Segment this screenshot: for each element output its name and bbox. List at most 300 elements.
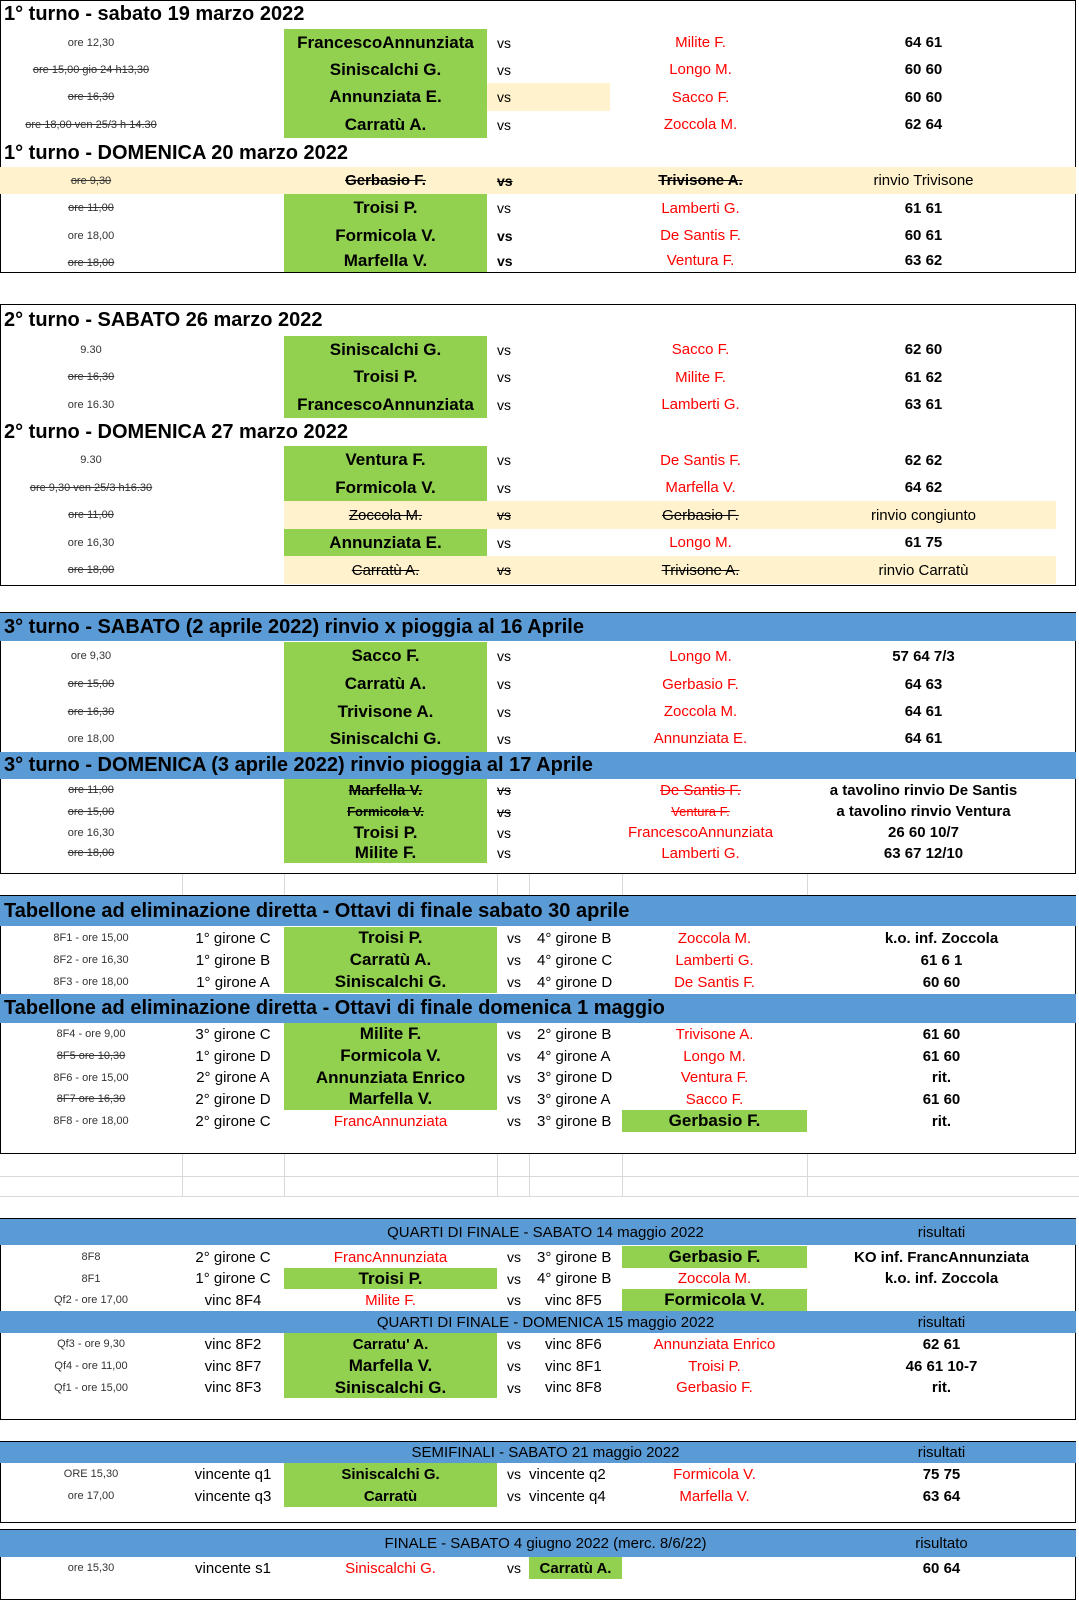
match-result: rit.	[931, 1069, 952, 1086]
vs-label: vs	[497, 803, 511, 820]
away-player: Sacco F.	[685, 1090, 744, 1108]
vs-label: vs	[507, 952, 521, 968]
home-player: Milite F.	[284, 843, 487, 863]
away-player: Carratù A.	[529, 1557, 622, 1579]
away-player: Formicola V.	[673, 1465, 756, 1483]
home-player: Formicola V.	[284, 801, 487, 822]
table-row	[0, 670, 1079, 698]
group-position: 3° girone C	[195, 1025, 271, 1043]
group-position: 3° girone A	[537, 1090, 611, 1108]
match-result	[807, 1289, 1076, 1311]
match-result: 64 61	[904, 34, 943, 51]
match-result: 61 75	[904, 534, 943, 551]
vs-label: vs	[507, 1249, 521, 1265]
gridline	[284, 1154, 285, 1196]
away-player: Gerbasio F.	[676, 1379, 753, 1396]
match-result: 60 60	[904, 88, 943, 106]
group-position: 4° girone C	[537, 951, 613, 969]
group-position: 3° girone B	[537, 1248, 612, 1266]
vs-label: vs	[497, 703, 511, 720]
home-player: Milite F.	[284, 1023, 497, 1045]
vs-label: vs	[497, 396, 511, 413]
match-time: ore 15,30	[67, 1562, 115, 1574]
match-time: 8F8	[81, 1251, 101, 1263]
match-time: ore 11,00	[68, 202, 114, 214]
home-player: Sacco F.	[284, 642, 487, 670]
vs-label: vs	[507, 1488, 521, 1504]
vs-label: vs	[497, 648, 511, 664]
round1-sat-title: 1° turno - sabato 19 marzo 2022	[4, 2, 305, 25]
away-player: Longo M.	[669, 61, 732, 78]
table-row	[0, 167, 1076, 194]
home-player: FrancAnnunziata	[333, 1248, 448, 1266]
match-time: ore 9,30 ven 25/3 h16.30	[29, 481, 153, 494]
away-player: Trivisone A.	[610, 556, 791, 584]
home-player: Carratù A.	[284, 670, 487, 698]
table-row	[0, 1485, 1079, 1507]
round2-sat-title: 2° turno - SABATO 26 marzo 2022	[4, 308, 323, 331]
vs-label: vs	[497, 824, 511, 841]
results-label: risultati	[917, 1444, 966, 1461]
group-position: vincente q1	[194, 1465, 272, 1483]
match-time: ore 16.30	[67, 398, 115, 411]
vs-label: vs	[497, 676, 511, 692]
home-player: Milite F.	[365, 1291, 416, 1309]
gridline	[0, 1196, 1079, 1197]
finale-header	[0, 1530, 1076, 1557]
away-player: Milite F.	[675, 368, 726, 386]
match-result: 46 61 10-7	[905, 1357, 978, 1375]
match-time: ore 18,00	[67, 732, 115, 745]
vs-label: vs	[507, 1270, 521, 1287]
gridline	[807, 874, 808, 895]
home-player: Marfella V.	[284, 779, 487, 801]
home-player: Siniscalchi G.	[284, 971, 497, 993]
home-player: FrancescoAnnunziata	[284, 391, 487, 418]
group-position: vinc 8F3	[204, 1379, 262, 1396]
match-result: KO inf. FrancAnnunziata	[853, 1248, 1029, 1266]
match-result: k.o. inf. Zoccola	[884, 1270, 999, 1287]
match-result: 62 62	[904, 451, 943, 469]
table-row	[0, 222, 1079, 249]
match-time: ore 15,00 gio 24 h13,30	[32, 63, 150, 76]
vs-label: vs	[507, 930, 521, 946]
match-time: 8F1 - ore 15,00	[53, 932, 129, 944]
away-player: Ventura F.	[680, 1069, 749, 1086]
away-player: Marfella V.	[679, 1487, 750, 1505]
match-result: 26 60 10/7	[888, 824, 959, 841]
table-row	[0, 556, 1079, 584]
table-row	[0, 501, 1079, 529]
group-position: vincente s1	[195, 1559, 271, 1577]
match-time: 8F2 - ore 16,30	[53, 954, 129, 966]
home-player: Troisi P.	[284, 1268, 497, 1289]
home-player: Zoccola M.	[284, 501, 487, 529]
vs-label: vs	[507, 1379, 521, 1396]
home-player: Troisi P.	[284, 927, 497, 949]
table-row	[0, 1557, 1079, 1579]
vs-label: vs	[497, 730, 511, 747]
match-time: ore 16,30	[67, 91, 115, 103]
away-player: Milite F.	[675, 34, 726, 51]
vs-label: vs	[497, 172, 513, 189]
match-time: 8F5 ore 10,30	[56, 1050, 126, 1062]
match-result: 64 61	[904, 730, 943, 747]
away-player: Annunziata E.	[653, 730, 748, 747]
table-row	[0, 1067, 1079, 1088]
table-row	[0, 801, 1079, 822]
vs-label: vs	[497, 479, 511, 496]
group-position: vincente q3	[194, 1487, 272, 1505]
away-player: Zoccola M.	[677, 1270, 752, 1287]
gridline	[622, 1154, 623, 1196]
table-row	[0, 1355, 1079, 1377]
match-time: ore 11,00	[68, 784, 114, 796]
match-time: 8F6 - ore 15,00	[53, 1071, 129, 1084]
vs-label: vs	[497, 61, 511, 78]
group-position: 2° girone C	[195, 1112, 271, 1130]
results-label: risultati	[917, 1223, 966, 1241]
quarti-sat-header	[0, 1219, 1076, 1245]
away-player: Lamberti G.	[661, 199, 740, 217]
match-result: k.o. inf. Zoccola	[884, 929, 999, 947]
match-result: 60 60	[922, 973, 961, 991]
match-time: ore 18,00	[67, 847, 115, 859]
home-player: Marfella V.	[284, 249, 487, 272]
away-player: Annunziata Enrico	[653, 1335, 776, 1353]
vs-label: vs	[507, 1358, 521, 1374]
gridline	[807, 1154, 808, 1196]
match-result: 62 60	[904, 341, 943, 358]
match-time: Qf2 - ore 17,00	[54, 1294, 128, 1306]
vs-label: vs	[497, 116, 511, 133]
home-player: FrancAnnunziata	[333, 1112, 448, 1130]
table-row	[0, 1463, 1079, 1485]
ottavi-sun-title: Tabellone ad eliminazione diretta - Ottavi di finale domenica 1 maggio	[0, 994, 1076, 1023]
match-time: ore 12,30	[67, 36, 115, 49]
match-result: 63 64	[922, 1487, 961, 1505]
table-row	[0, 363, 1079, 391]
match-time: ore 9,30	[70, 650, 112, 662]
quarti-sat-title: QUARTI DI FINALE - SABATO 14 maggio 2022	[387, 1223, 704, 1241]
away-player: Troisi P.	[688, 1357, 741, 1375]
match-result: 63 62	[904, 252, 943, 269]
away-player: Lamberti G.	[661, 396, 740, 413]
group-position: 1° girone D	[195, 1047, 271, 1065]
table-row	[0, 83, 1079, 111]
table-row	[0, 1289, 1079, 1311]
vs-label: vs	[497, 227, 513, 244]
home-player: Annunziata E.	[284, 83, 487, 111]
vs-label: vs	[507, 1113, 521, 1129]
away-player: Longo M.	[669, 534, 732, 551]
finale-title: FINALE - SABATO 4 giugno 2022 (merc. 8/6/22)	[384, 1535, 707, 1552]
table-row	[0, 1246, 1079, 1268]
away-player: Lamberti G.	[675, 951, 754, 969]
match-time: ore 18,00	[67, 256, 115, 269]
match-time: ore 15,00	[67, 678, 115, 690]
home-player: Siniscalchi G.	[284, 56, 487, 83]
quarti-sun-title: QUARTI DI FINALE - DOMENICA 15 maggio 2022	[376, 1313, 715, 1331]
match-time: ore 18,00	[67, 229, 115, 242]
home-player: Carratù A.	[284, 556, 487, 584]
table-row	[0, 1088, 1079, 1110]
match-result: 61 61	[904, 199, 943, 217]
round3-sun-title: 3° turno - DOMENICA (3 aprile 2022) rinvio pioggia al 17 Aprile	[0, 752, 1076, 779]
away-player: Gerbasio F.	[610, 501, 791, 529]
match-time: ore 9,30	[70, 174, 112, 187]
home-player: Gerbasio F.	[345, 172, 426, 189]
group-position: 1° girone C	[195, 929, 271, 947]
table-row	[0, 698, 1079, 725]
match-result: 57 64 7/3	[892, 647, 955, 665]
away-player: Gerbasio F.	[622, 1246, 807, 1268]
home-player: Ventura F.	[284, 446, 487, 474]
vs-label: vs	[507, 1091, 521, 1107]
match-result: rit.	[931, 1112, 952, 1130]
group-position: 2° girone B	[537, 1025, 612, 1043]
home-player: Trivisone A.	[284, 698, 487, 725]
match-result: 61 60	[922, 1047, 961, 1065]
match-result: rinvio Trivisone	[873, 172, 974, 189]
vs-label: vs	[497, 534, 511, 551]
gridline	[0, 1176, 1079, 1177]
match-time: ore 15,00	[67, 805, 115, 818]
group-position: 2° girone A	[196, 1069, 270, 1086]
match-result: 75 75	[922, 1465, 961, 1483]
home-player: Siniscalchi G.	[284, 1377, 497, 1398]
away-player: Zoccola M.	[677, 929, 752, 947]
home-player: Troisi P.	[284, 822, 487, 843]
match-result: 61 6 1	[920, 951, 963, 969]
vs-label: vs	[507, 1560, 521, 1576]
vs-label: vs	[497, 252, 513, 269]
group-position: vinc 8F1	[545, 1357, 602, 1375]
vs-label: vs	[507, 1466, 521, 1482]
home-player: FrancescoAnnunziata	[284, 29, 487, 56]
vs-label: vs	[497, 782, 511, 798]
table-row	[0, 1333, 1079, 1355]
vs-label: vs	[487, 556, 610, 584]
vs-label: vs	[497, 369, 511, 385]
semifinali-title: SEMIFINALI - SABATO 21 maggio 2022	[411, 1444, 680, 1461]
home-player: Annunziata E.	[284, 529, 487, 556]
group-position: 2° girone D	[195, 1090, 271, 1108]
match-time: ore 16,30	[67, 371, 115, 383]
match-time: ore 16,30	[67, 536, 115, 549]
group-position: vinc 8F7	[204, 1357, 262, 1375]
group-position: 3° girone D	[537, 1069, 613, 1086]
match-time: 9.30	[80, 343, 102, 356]
group-position: vinc 8F8	[545, 1379, 602, 1396]
vs-label: vs	[507, 974, 521, 990]
match-result: rit.	[931, 1379, 952, 1396]
group-position: vinc 8F2	[204, 1335, 262, 1353]
match-result: 61 62	[904, 368, 943, 386]
group-position: 4° girone B	[537, 929, 612, 947]
table-row	[0, 391, 1079, 418]
match-result: 63 61	[904, 396, 943, 413]
home-player: Carratù A.	[284, 111, 487, 138]
vs-label: vs	[507, 1336, 521, 1352]
match-result: 64 62	[904, 479, 943, 496]
match-time: 9.30	[80, 454, 102, 466]
ottavi-sat-title: Tabellone ad eliminazione diretta - Ottavi di finale sabato 30 aprile	[0, 896, 1076, 926]
semifinali-header	[0, 1442, 1076, 1463]
gridline	[182, 874, 183, 895]
away-player: Formicola V.	[622, 1289, 807, 1311]
match-time: ore 16,30	[67, 826, 115, 839]
match-time: ORE 15,30	[63, 1468, 119, 1480]
gridline	[497, 1154, 498, 1196]
table-row	[0, 474, 1079, 501]
table-row	[0, 927, 1079, 949]
match-result: 60 64	[922, 1559, 961, 1577]
match-result: 61 60	[922, 1090, 961, 1108]
gridline	[182, 1154, 183, 1196]
home-player: Siniscalchi G.	[284, 725, 487, 752]
away-player: Trivisone A.	[658, 172, 743, 189]
table-row	[0, 1045, 1079, 1067]
vs-label: vs	[497, 845, 511, 861]
away-player: Gerbasio F.	[622, 1110, 807, 1132]
vs-label: vs	[487, 501, 610, 529]
home-player: Carratù	[284, 1485, 497, 1507]
round3-sat-title: 3° turno - SABATO (2 aprile 2022) rinvio x pioggia al 16 Aprile	[0, 613, 1076, 641]
table-row	[0, 1110, 1079, 1132]
gridline	[284, 874, 285, 895]
home-player: Troisi P.	[284, 363, 487, 391]
away-player: De Santis F.	[674, 973, 755, 991]
table-row	[0, 194, 1079, 222]
vs-label: vs	[497, 34, 511, 51]
away-player: Marfella V.	[665, 479, 736, 496]
match-result: 60 60	[904, 61, 943, 78]
table-row	[0, 446, 1079, 474]
result-label: risultato	[915, 1535, 968, 1552]
vs-label: vs	[487, 83, 610, 111]
quarti-sun-header	[0, 1311, 1076, 1333]
gridline	[529, 1154, 530, 1196]
match-time: Qf1 - ore 15,00	[54, 1381, 128, 1394]
group-position: vinc 8F6	[545, 1335, 602, 1353]
match-time: ore 16,30	[67, 705, 115, 718]
match-result: rinvio Carratù	[791, 556, 1056, 584]
match-time: Qf3 - ore 9,30	[57, 1338, 125, 1350]
group-position: 3° girone B	[537, 1112, 612, 1130]
away-player: Longo M.	[683, 1047, 746, 1065]
table-row	[0, 1268, 1079, 1289]
table-row	[0, 971, 1079, 993]
home-player: Formicola V.	[284, 474, 487, 501]
away-player: De Santis F.	[660, 227, 741, 244]
away-player: Zoccola M.	[663, 703, 738, 720]
away-player: Sacco F.	[671, 88, 730, 106]
vs-label: vs	[497, 200, 511, 216]
match-result: 61 60	[922, 1025, 961, 1043]
group-position: 4° girone B	[537, 1270, 612, 1287]
table-row	[0, 249, 1079, 276]
gridline	[497, 874, 498, 895]
match-time: 8F7 ore 16,30	[56, 1093, 126, 1105]
match-result: a tavolino rinvio Ventura	[836, 803, 1011, 820]
match-time: ore 18,00	[67, 564, 115, 576]
match-result: 63 67 12/10	[883, 844, 964, 862]
away-player: Longo M.	[669, 647, 732, 665]
match-time: 8F1	[81, 1272, 101, 1285]
away-player: Zoccola M.	[663, 116, 738, 133]
table-row	[0, 529, 1079, 556]
match-time: 8F4 - ore 9,00	[56, 1028, 126, 1040]
match-result: 64 63	[904, 675, 943, 693]
group-position: 1° girone B	[195, 951, 271, 969]
away-player: Sacco F.	[671, 341, 730, 358]
group-position: vincente q4	[529, 1487, 606, 1505]
group-position: 1° girone A	[196, 973, 270, 991]
group-position: vinc 8F4	[204, 1291, 262, 1309]
match-time: 8F8 - ore 18,00	[53, 1115, 129, 1127]
group-position: 1° girone C	[195, 1270, 271, 1287]
table-row	[0, 843, 1079, 863]
vs-label: vs	[497, 452, 511, 468]
table-row	[0, 779, 1079, 801]
group-position: 2° girone C	[195, 1248, 271, 1266]
home-player: Marfella V.	[284, 1088, 497, 1110]
home-player: Marfella V.	[284, 1355, 497, 1377]
group-position: vincente q2	[529, 1465, 606, 1483]
group-position: vinc 8F5	[545, 1291, 602, 1309]
match-time: ore 17,00	[67, 1490, 115, 1502]
home-player: Formicola V.	[284, 222, 487, 249]
away-player: Gerbasio F.	[662, 675, 739, 693]
group-position: 4° girone D	[537, 973, 613, 991]
table-row	[0, 29, 1079, 56]
match-result: 62 61	[922, 1335, 961, 1353]
away-player: De Santis F.	[660, 451, 741, 469]
home-player: Siniscalchi G.	[284, 336, 487, 363]
home-player: Carratù A.	[284, 949, 497, 971]
away-player: De Santis F.	[660, 781, 741, 799]
vs-label: vs	[507, 1069, 521, 1086]
match-result: rinvio congiunto	[791, 501, 1056, 529]
round2-sun-title: 2° turno - DOMENICA 27 marzo 2022	[4, 420, 349, 443]
vs-label: vs	[507, 1026, 521, 1042]
match-result: 60 61	[904, 227, 943, 244]
home-player: Siniscalchi G.	[345, 1559, 436, 1577]
table-row	[0, 111, 1079, 138]
group-position: 4° girone A	[537, 1047, 611, 1065]
vs-label: vs	[497, 341, 511, 358]
table-row	[0, 949, 1079, 971]
match-time: ore 18,00 ven 25/3 h 14.30	[25, 118, 157, 131]
round1-sun-title: 1° turno - DOMENICA 20 marzo 2022	[4, 141, 349, 164]
results-label: risultati	[917, 1313, 966, 1331]
table-row	[0, 642, 1079, 670]
vs-label: vs	[507, 1292, 521, 1308]
match-result: 62 64	[904, 116, 943, 133]
table-row	[0, 725, 1079, 752]
away-player: FrancescoAnnunziata	[627, 824, 774, 841]
home-player: Carratu' A.	[284, 1333, 497, 1355]
home-player: Troisi P.	[284, 194, 487, 222]
home-player: Formicola V.	[284, 1045, 497, 1067]
match-time: Qf4 - ore 11,00	[54, 1360, 128, 1372]
home-player: Siniscalchi G.	[284, 1463, 497, 1485]
match-time: 8F3 - ore 18,00	[53, 976, 129, 988]
home-player: Annunziata Enrico	[284, 1067, 497, 1088]
gridline	[622, 874, 623, 895]
vs-label: vs	[507, 1048, 521, 1064]
